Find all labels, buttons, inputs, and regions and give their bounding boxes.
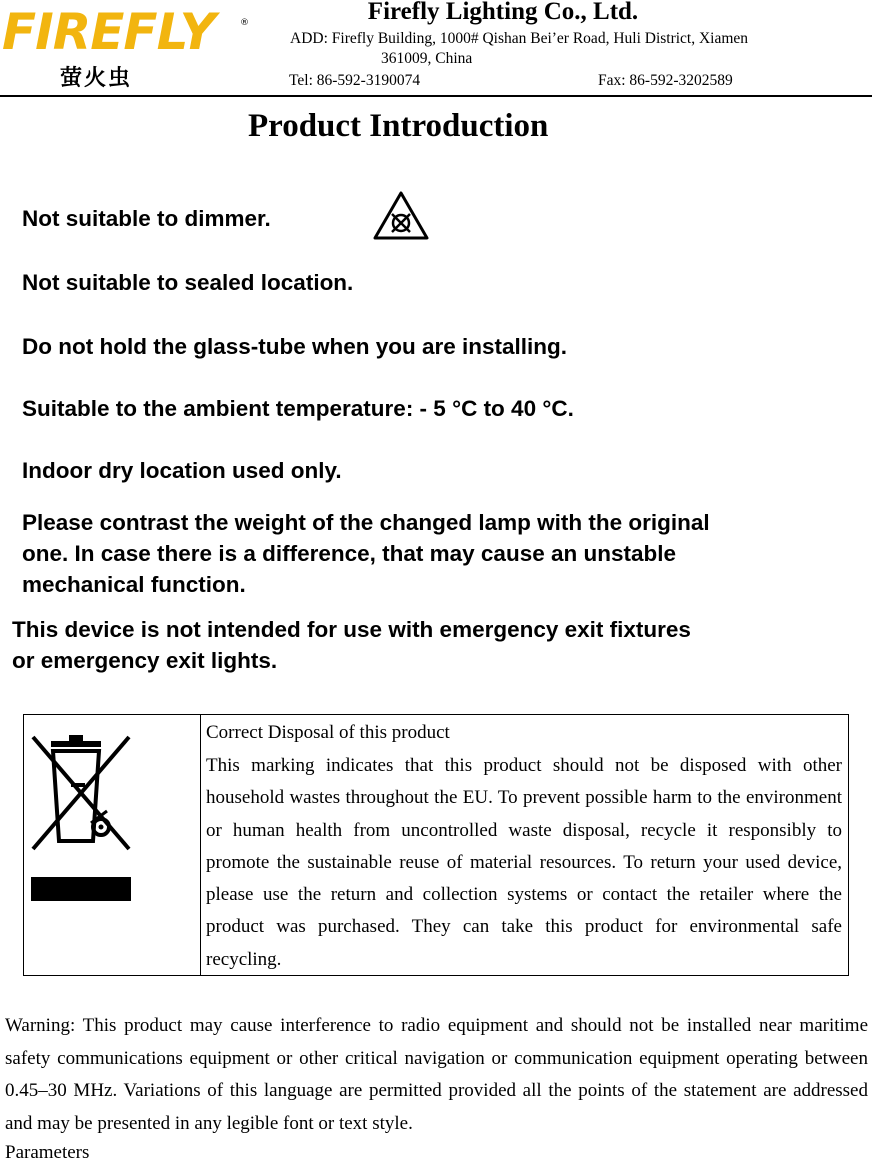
parameters-heading: Parameters <box>5 1142 90 1163</box>
company-address-line2: 361009, China <box>381 50 473 67</box>
intro-line-weight-1: Please contrast the weight of the changed lamp with the original <box>22 510 710 535</box>
disposal-title: Correct Disposal of this product <box>206 722 450 743</box>
disposal-table <box>23 714 849 976</box>
company-fax: Fax: 86-592-3202589 <box>598 72 733 89</box>
intro-line-sealed: Not suitable to sealed location. <box>22 270 354 295</box>
intro-line-temperature: Suitable to the ambient temperature: - 5 °C to 40 °C. <box>22 396 574 421</box>
letterhead <box>0 0 872 96</box>
logo-chinese-name: 萤火虫 <box>60 66 133 91</box>
disposal-text-cell <box>206 719 842 976</box>
intro-line-dimmer: Not suitable to dimmer. <box>22 206 271 231</box>
intro-line-glass-tube: Do not hold the glass-tube when you are installing. <box>22 334 568 359</box>
product-introduction <box>0 98 872 682</box>
company-name: Firefly Lighting Co., Ltd. <box>367 0 639 25</box>
intro-line-emergency-1: This device is not intended for use with emergency exit fixtures <box>12 617 691 642</box>
disposal-body: This marking indicates that this product should not be disposed with other household wastes throughout the EU. To prevent possible harm to the environment or human health from uncontrolled waste disposal, recycle it responsibly to promote the sustainable reuse of material resources. To return your used device, please use the return and collection systems or contact the retailer where the product was purchased. They can take this product for environmental safe recycling. <box>206 755 842 970</box>
company-address-line1: ADD: Firefly Building, 1000# Qishan Bei’er Road, Huli District, Xiamen <box>290 30 749 47</box>
firefly-logo <box>2 4 252 92</box>
intro-line-weight-2: one. In case there is a difference, that may cause an unstable <box>22 541 676 566</box>
intro-title: Product Introduction <box>248 108 549 144</box>
logo-registered-mark: ® <box>240 18 249 28</box>
disposal-icon-cell <box>24 715 201 975</box>
header-divider <box>0 95 872 97</box>
crossed-out-wheelie-bin-icon <box>29 731 133 905</box>
intro-line-emergency-2: or emergency exit lights. <box>12 648 278 673</box>
intro-line-weight-3: mechanical function. <box>22 572 246 597</box>
company-telephone: Tel: 86-592-3190074 <box>289 72 421 89</box>
logo-wordmark: FIREFLY <box>2 3 215 61</box>
intro-line-indoor: Indoor dry location used only. <box>22 458 342 483</box>
no-dimmer-icon <box>372 190 430 242</box>
fcc-warning-paragraph: Warning: This product may cause interference to radio equipment and should not be installed near maritime safety communications equipment or other critical navigation or communication equipment operating between 0.45–30 MHz. Variations of this language are permitted provided all the points of the statement are addressed and may be presented in any legible font or text style. <box>5 1015 868 1134</box>
